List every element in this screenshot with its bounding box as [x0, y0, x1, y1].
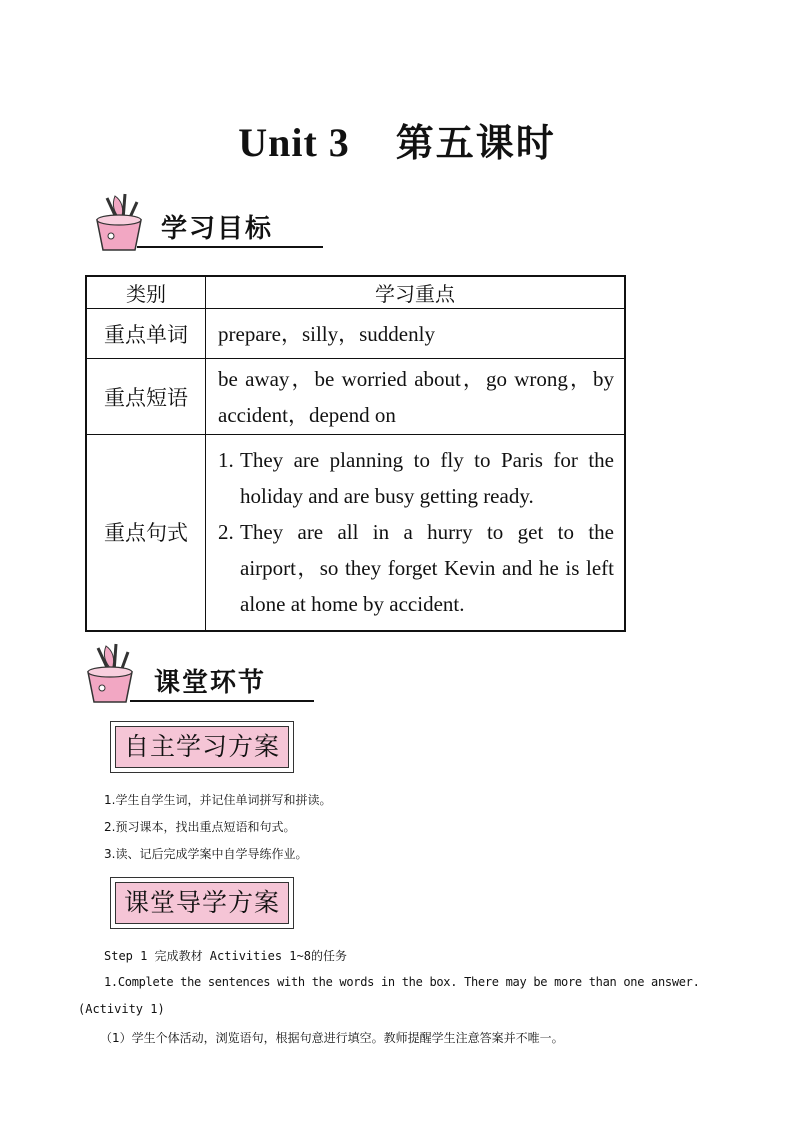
unit-label: Unit 3 [238, 120, 350, 165]
table-row [86, 309, 625, 359]
task-line: 1.Complete the sentences with the words in the box. There may be more than one answer. [104, 975, 700, 989]
section-heading: 学习目标 [161, 214, 274, 244]
row-content [206, 435, 626, 631]
plan-heading: 课堂导学方案 [115, 882, 289, 924]
table-row [86, 435, 625, 631]
plan-item: 2.预习课本，找出重点短语和句式。 [104, 820, 296, 834]
lesson-label: 第五课时 [395, 121, 556, 165]
section-banner-goals [85, 190, 325, 254]
sentence-number: 1. [218, 448, 234, 473]
pencil-cup-icon [78, 642, 148, 706]
plan-item: 3.读、记后完成学案中自学导练作业。 [104, 847, 308, 861]
task-note: （1）学生个体活动，浏览语句，根据句意进行填空。教师提醒学生注意答案并不唯一。 [100, 1031, 564, 1045]
row-content: be away，be worried about，go wrong，by accident，depend on [206, 359, 626, 435]
pencil-cup-icon [85, 190, 155, 254]
sentence-text: They are planning to fly to Paris for the holiday and are busy getting ready. [240, 448, 614, 509]
header-focus: 学习重点 [206, 276, 626, 309]
sentence-item [218, 442, 614, 514]
plan-heading: 自主学习方案 [115, 726, 289, 768]
plan-item: 1.学生自学生词，并记住单词拼写和拼读。 [104, 793, 332, 807]
row-category: 重点单词 [86, 309, 206, 359]
row-content: prepare，silly，suddenly [206, 309, 626, 359]
sentence-number: 2. [218, 520, 234, 545]
page-title [0, 112, 794, 167]
row-category: 重点短语 [86, 359, 206, 435]
heading-underline [130, 700, 314, 702]
plan-heading-box [110, 877, 294, 929]
sentence-item [218, 514, 614, 622]
section-heading: 课堂环节 [154, 668, 267, 698]
plan-heading-box [110, 721, 294, 773]
sentence-text: They are all in a hurry to get to the airport，so they forget Kevin and he is left alone at home by accident. [240, 520, 614, 617]
heading-underline [137, 246, 323, 248]
step-title: Step 1 完成教材 Activities 1~8的任务 [104, 949, 347, 963]
header-category: 类别 [86, 276, 206, 309]
table-header-row [86, 276, 625, 309]
section-banner-class [78, 642, 318, 706]
table-row [86, 359, 625, 435]
row-category: 重点句式 [86, 435, 206, 631]
goals-table [85, 275, 626, 632]
task-line: (Activity 1) [78, 1002, 165, 1016]
